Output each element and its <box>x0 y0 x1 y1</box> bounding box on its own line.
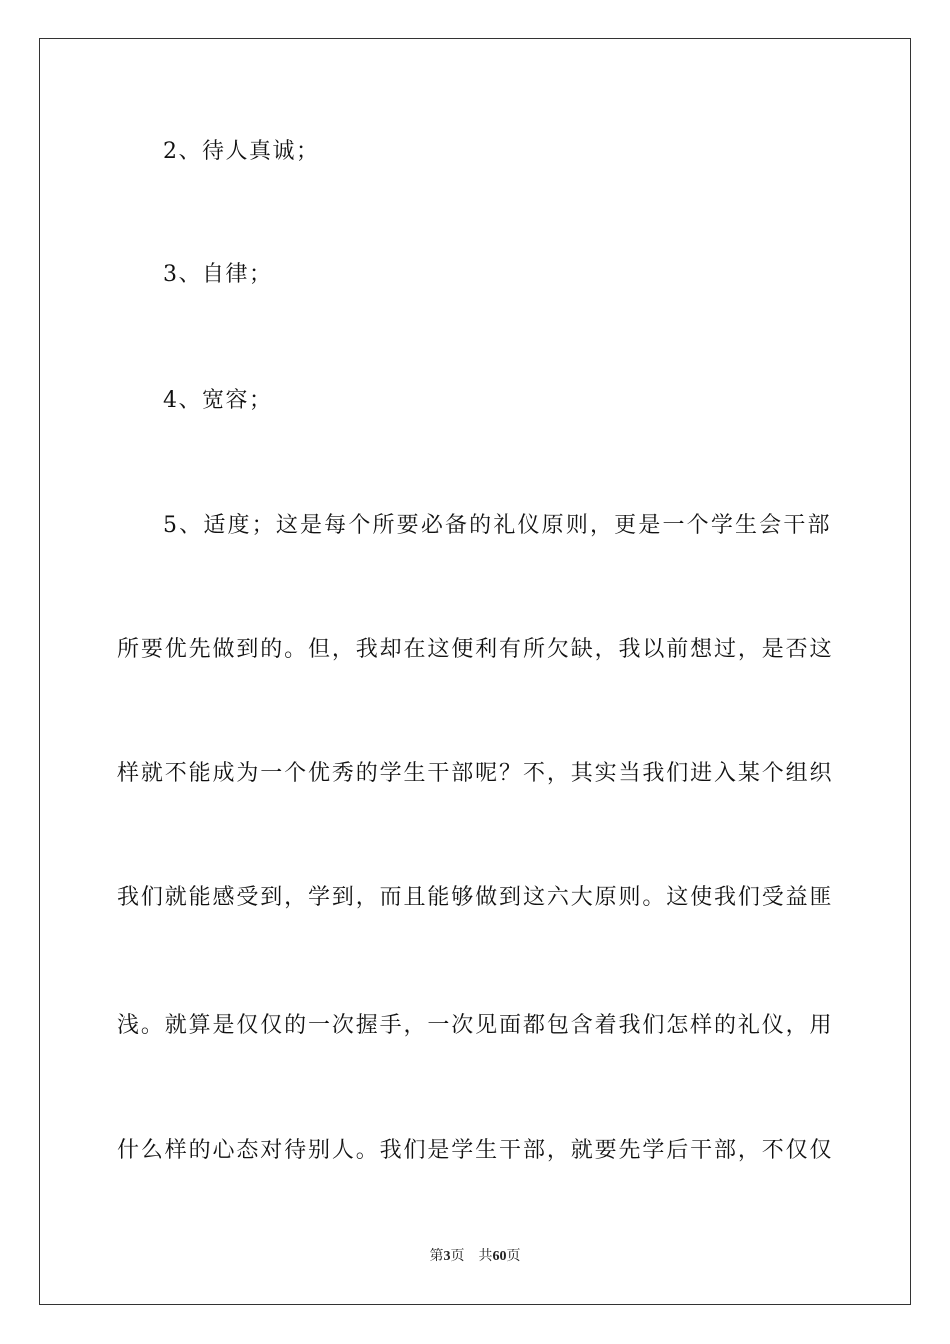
page-border <box>39 38 911 1305</box>
list-item-4: 4、宽容； <box>163 388 273 413</box>
paragraph-line-6: 什么样的心态对待别人。我们是学生干部，就要先学后干部，不仅仅 <box>117 1138 833 1163</box>
paragraph-line-5: 浅。就算是仅仅的一次握手，一次见面都包含着我们怎样的礼仪，用 <box>117 1013 833 1038</box>
total-pages: 60 <box>492 1249 507 1264</box>
total-suffix: 页 <box>506 1248 521 1264</box>
paragraph-line-1: 5、适度；这是每个所要必备的礼仪原则，更是一个学生会干部 <box>163 513 831 538</box>
paragraph-line-3: 样就不能成为一个优秀的学生干部呢？不，其实当我们进入某个组织 <box>117 761 833 786</box>
paragraph-line-2: 所要优先做到的。但，我却在这便利有所欠缺，我以前想过，是否这 <box>117 637 833 662</box>
paragraph-line-4: 我们就能感受到，学到，而且能够做到这六大原则。这使我们受益匪 <box>117 885 833 910</box>
page-prefix: 第 <box>429 1248 444 1264</box>
total-prefix: 共 <box>478 1248 493 1264</box>
list-item-3: 3、自律； <box>163 262 273 287</box>
list-item-2: 2、待人真诚； <box>163 139 320 164</box>
page-suffix: 页 <box>450 1248 465 1264</box>
page-number: 3 <box>443 1249 451 1264</box>
page-footer <box>0 1247 950 1266</box>
